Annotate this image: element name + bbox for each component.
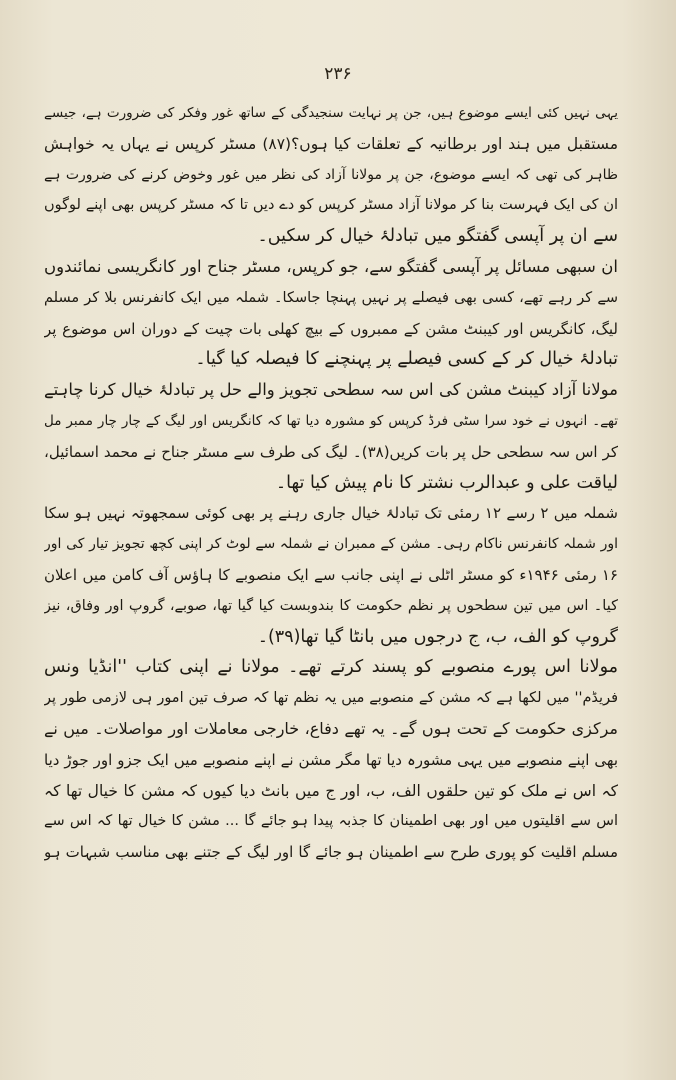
text-line: کہ اس نے ملک کو تین حلقوں الف، ب، اور ج میں بانٹ دیا کیوں کہ مشن کا خیال تھا کہ	[44, 781, 618, 800]
text-line: گروپ کو الف، ب، ج درجوں میں بانٹا گیا تھا(۳۹)۔	[257, 626, 618, 647]
text-line: شملہ میں ۲ رسے ۱۲ رمئی تک تبادلۂ خیال جاری رہنے پر بھی کوئی سمجھوتہ نہیں ہو سکا	[44, 504, 618, 523]
text-line: کر اس سہ سطحی حل پر بات کریں(۳۸)۔ لیگ کی طرف سے مسٹر جناح نے محمد اسمائیل،	[44, 442, 618, 461]
text-line: ان سبھی مسائل پر آپسی گفتگو سے، جو کرپس، مسٹر جناح اور کانگریسی نمائندوں	[44, 256, 618, 276]
paragraph	[44, 652, 618, 868]
text-line: تبادلۂ خیال کر کے کسی فیصلے پر پہنچنے کا فیصلہ کیا گیا۔	[195, 349, 618, 370]
paragraph	[44, 375, 618, 498]
text-line: مولانا اس پورے منصوبے کو پسند کرتے تھے۔ مولانا نے اپنی کتاب ''انڈیا ونس	[44, 657, 618, 678]
text-line: مولانا آزاد کیبنٹ مشن کی اس سہ سطحی تجویز والے حل پر تبادلۂ خیال کرنا چاہتے	[44, 380, 618, 400]
text-line: ان کی ایک فہرست بنا کر مولانا آزاد مسٹر کرپس کو دے دیں تا کہ مسٹر کرپس بھی اپنے لوگوں	[44, 197, 618, 214]
paragraph	[44, 252, 618, 375]
text-line: مستقبل میں ہند اور برطانیہ کے تعلقات کیا ہوں؟(۸۷) مسٹر کرپس نے یہاں یہ خواہش	[44, 134, 618, 153]
text-line: اور شملہ کانفرنس ناکام رہی۔ مشن کے ممبران نے شملہ سے لوٹ کر اپنی کچھ تجویز تیار کی اور	[44, 536, 618, 553]
paragraph	[44, 98, 618, 252]
text-line: لیگ، کانگریس اور کیبنٹ مشن کے ممبروں کے بیچ کھلی بات چیت کے دوران اس موضوع پر	[44, 319, 618, 338]
text-line: سے کر رہے تھے، کسی بھی فیصلے پر نہیں پہنچا جاسکا۔ شملہ میں ایک کانفرنس بلا کر مسلم	[44, 289, 618, 306]
page-text	[44, 98, 618, 868]
text-line: ظاہر کی تھی کہ ایسے موضوع، جن پر مولانا آزاد کی نظر میں غور وخوض کرنے کی ضرورت ہے	[44, 166, 618, 183]
paragraph	[44, 498, 618, 652]
text-line: کیا۔ اس میں تین سطحوں پر نظم حکومت کا بندوبست کیا گیا تھا، صوبے، گروپ اور وفاق، نیز	[44, 597, 618, 614]
text-line: تھے۔ انہوں نے خود سرا سٹی فرڈ کرپس کو مشورہ دیا تھا کہ کانگریس اور لیگ کے چار چار ممبر مل	[44, 412, 618, 429]
text-line: اس سے اقلیتوں میں اور بھی اطمینان کا جذبہ پیدا ہو جائے گا ... مشن کا خیال تھا کہ اس سے	[44, 813, 618, 830]
text-line: مسلم اقلیت کو پوری طرح سے اطمینان ہو جائے گا اور لیگ کے جتنے بھی مناسب شبہات ہو	[44, 843, 618, 862]
text-line: لیاقت علی و عبدالرب نشتر کا نام پیش کیا تھا۔	[275, 472, 618, 493]
page-number: ۲۳۶	[324, 64, 352, 84]
text-line: مرکزی حکومت کے تحت ہوں گے۔ یہ تھے دفاع، خارجی معاملات اور مواصلات۔ میں نے	[44, 718, 618, 738]
text-line: ۱۶ رمئی ۱۹۴۶ء کو مسٹر اٹلی نے اپنی جانب سے ایک منصوبے کا ہاؤس آف کامن میں اعلان	[44, 565, 618, 584]
text-line: سے ان پر آپسی گفتگو میں تبادلۂ خیال کر سکیں۔	[257, 226, 618, 247]
text-line: بھی اپنے منصوبے میں یہی مشورہ دیا تھا مگر مشن نے اپنے منصوبے میں ایک جزو اور جوڑ دیا	[44, 750, 618, 769]
text-line: فریڈم'' میں لکھا ہے کہ مشن کے منصوبے میں یہ نظم تھا کہ صرف تین امور ہی لازمی طور پر	[44, 690, 618, 707]
text-line: یہی نہیں کئی ایسے موضوع ہیں، جن پر نہایت سنجیدگی کے ساتھ غور وفکر کی ضرورت ہے، جیسے	[44, 105, 618, 121]
